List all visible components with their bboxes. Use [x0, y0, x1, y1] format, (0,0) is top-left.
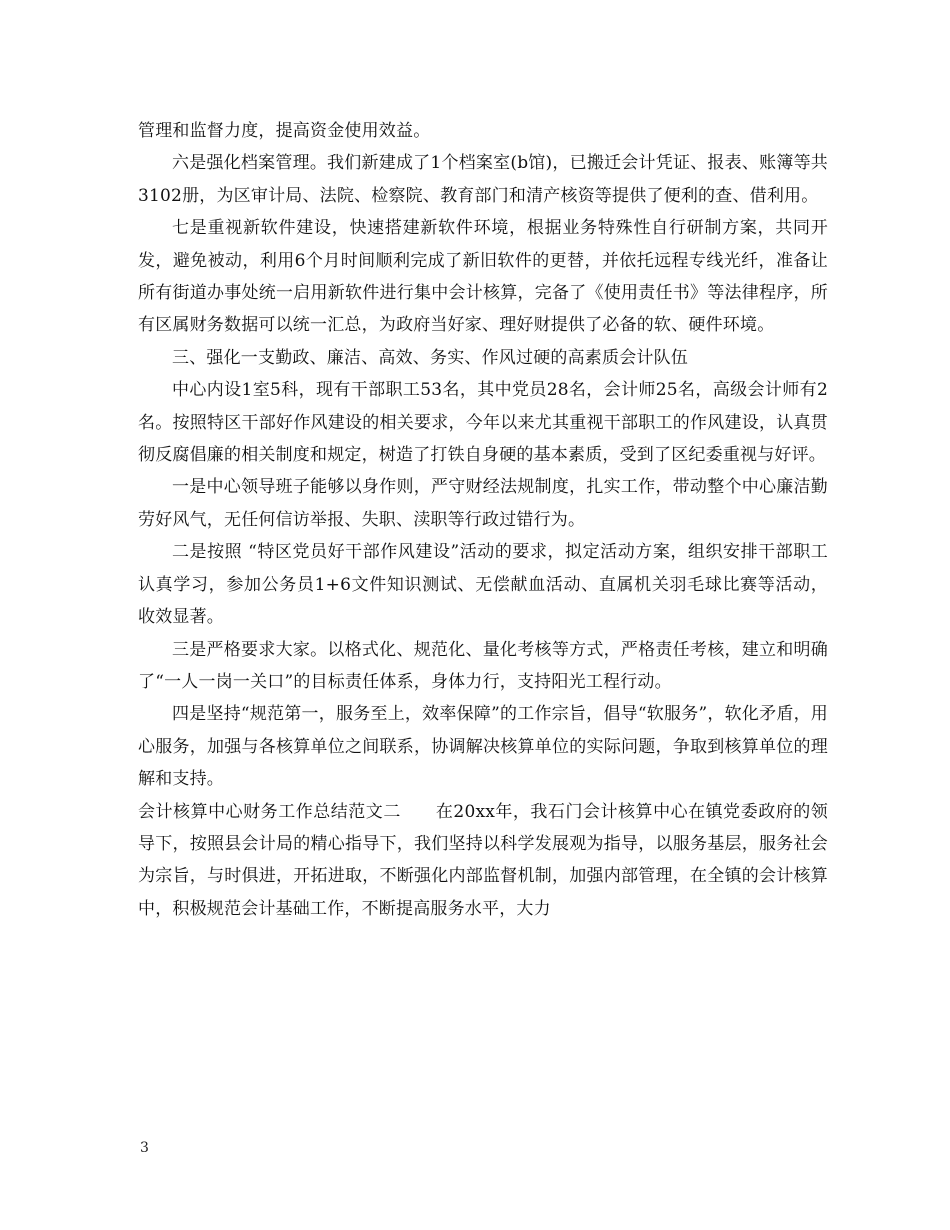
paragraph-9: 四是坚持“规范第一，服务至上，效率保障”的工作宗旨，倡导“软服务”，软化矛盾，用心服务，加强与各核算单位之间联系，协调解决核算单位的实际问题，争取到核算单位的理解和支持。 — [138, 704, 828, 790]
paragraph-10: 会计核算中心财务工作总结范文二 在20xx年，我石门会计核算中心在镇党委政府的领导下，按照县会计局的精心指导下，我们坚持以科学发展观为指导，以服务基层，服务社会为宗旨，与时俱进，开拓进取，不断强化内部监督机制，加强内部管理，在全镇的会计核算中，积极规范会计基础工作，不断提高服务水平，大力 — [138, 801, 828, 919]
paragraph-8: 三是严格要求大家。以格式化、规范化、量化考核等方式，严格责任考核，建立和明确了“一人一岗一关口”的目标责任体系，身体力行，支持阳光工程行动。 — [138, 639, 828, 692]
paragraph-3: 七是重视新软件建设，快速搭建新软件环境，根据业务特殊性自行研制方案，共同开发，避免被动，利用6个月时间顺利完成了新旧软件的更替，并依托远程专线光纤，准备让所有街道办事处统一启用新软件进行集中会计核算，完备了《使用责任书》等法律程序，所有区属财务数据可以统一汇总，为政府当好家、理好财提供了必备的软、硬件环境。 — [138, 218, 828, 336]
paragraph-7: 二是按照 “特区党员好干部作风建设”活动的要求，拟定活动方案，组织安排干部职工认真学习，参加公务员1+6文件知识测试、无偿献血活动、直属机关羽毛球比赛等活动，收效显著。 — [138, 542, 828, 628]
page-number: 3 — [140, 1140, 149, 1156]
paragraph-6: 一是中心领导班子能够以身作则，严守财经法规制度，扎实工作，带动整个中心廉洁勤劳好风气，无任何信访举报、失职、渎职等行政过错行为。 — [138, 477, 828, 530]
paragraph-5: 中心内设1室5科，现有干部职工53名，其中党员28名，会计师25名，高级会计师有2名。按照特区干部好作风建设的相关要求，今年以来尤其重视干部职工的作风建设，认真贯彻反腐倡廉的相关制度和规定，树造了打铁自身硬的基本素质，受到了区纪委重视与好评。 — [138, 380, 828, 466]
paragraph-1: 管理和监督力度，提高资金使用效益。 — [138, 121, 431, 141]
document-body — [138, 115, 828, 925]
section-heading: 三、强化一支勤政、廉洁、高效、务实、作风过硬的高素质会计队伍 — [172, 347, 688, 368]
paragraph-2: 六是强化档案管理。我们新建成了1个档案室(b馆)，已搬迁会计凭证、报表、账簿等共3102册，为区审计局、法院、检察院、教育部门和清产核资等提供了便利的查、借利用。 — [138, 153, 828, 206]
